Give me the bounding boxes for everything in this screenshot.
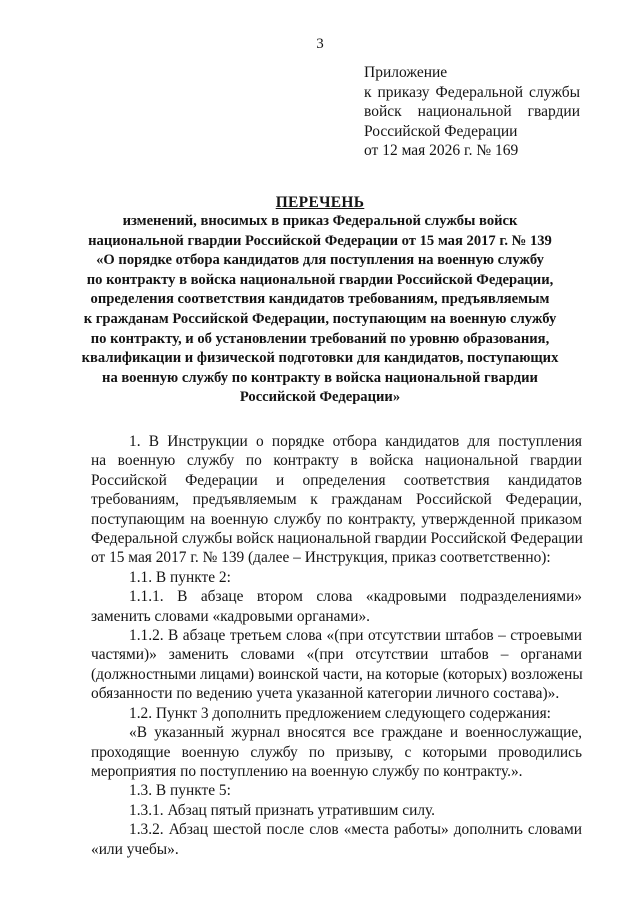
subtitle-line: на военную службу по контракту в войска национальной гвардии [102, 369, 538, 386]
body-line: заменить словами «кадровыми органами». [91, 607, 371, 625]
body-line: «или учебы». [91, 840, 179, 858]
appendix-line: Российской Федерации [364, 122, 518, 140]
document-subtitle [80, 212, 560, 408]
body-line: (должностными лицами) воинской части, на которые (которых) возложены [91, 665, 583, 683]
subtitle-line: изменений, вносимых в приказ Федеральной службы войск [122, 213, 518, 229]
body-line: на военную службу по контракту в войска национальной гвардии [91, 452, 582, 470]
body-line: Федеральной службы войск национальной гвардии Российской Федерации [91, 530, 583, 548]
appendix-line: от 12 мая 2026 г. № 169 [364, 142, 519, 159]
body-line: 1.3.2. Абзац шестой после слов «места работы» дополнить словами [129, 821, 582, 839]
body-line: поступающим на военную службу по контракту, утвержденной приказом [91, 510, 582, 528]
subtitle-line: определения соответствия кандидатов требованиям, предъявляемым [90, 291, 550, 308]
body-line: 1. В Инструкции о порядке отбора кандидатов для поступления [129, 433, 582, 450]
body-line: проходящие военную службу по призыву, с которыми проводились [91, 743, 582, 761]
subtitle-line: Российской Федерации» [239, 389, 401, 406]
body-line: обязанности по ведению учета указанной категории личного состава)». [91, 685, 560, 703]
body-line: 1.1.1. В абзаце втором слова «кадровыми подразделениями» [129, 588, 582, 606]
appendix-line: к приказу Федеральной службы [364, 83, 580, 101]
document-title: ПЕРЕЧЕНЬ [275, 194, 365, 211]
body-line: 1.1.2. В абзаце третьем слова «(при отсутствии штабов – строевыми [129, 627, 582, 645]
appendix-line: Приложение [364, 64, 448, 81]
subtitle-line: квалификации и физической подготовки для кандидатов, поступающих [81, 350, 559, 367]
body-line: 1.1. В пункте 2: [129, 568, 231, 586]
subtitle-line: «О порядке отбора кандидатов для поступления на военную службу [96, 252, 544, 269]
body-line: от 15 мая 2017 г. № 139 (далее – Инструкция, приказ соответственно): [91, 549, 551, 567]
subtitle-line: к гражданам Российской Федерации, поступающим на военную службу [83, 310, 557, 327]
document-body [91, 432, 582, 859]
body-line: мероприятия по поступлению на военную службу по контракту.». [91, 762, 523, 780]
body-line: Российской Федерации и определения соответствия кандидатов [91, 471, 582, 489]
subtitle-line: национальной гвардии Российской Федерации от 15 мая 2017 г. № 139 [88, 232, 552, 249]
body-line: «В указанный журнал вносятся все граждане и военнослужащие, [129, 724, 582, 742]
body-line: 1.3.1. Абзац пятый признать утратившим силу. [129, 801, 435, 819]
body-line: частями)» заменить словами «(при отсутствии штабов – органами [91, 646, 582, 664]
appendix-block [364, 63, 580, 161]
page-number: 3 [316, 36, 324, 52]
appendix-line: войск национальной гвардии [364, 103, 580, 120]
body-line: требованиям, предъявляемым к гражданам Российской Федерации, [91, 491, 582, 509]
subtitle-line: по контракту в войска национальной гвардии Российской Федерации, [86, 271, 554, 288]
body-line: 1.3. В пункте 5: [129, 782, 231, 800]
subtitle-line: по контракту, и об установлении требований по уровню образования, [90, 330, 550, 347]
body-line: 1.2. Пункт 3 дополнить предложением следующего содержания: [129, 704, 551, 722]
